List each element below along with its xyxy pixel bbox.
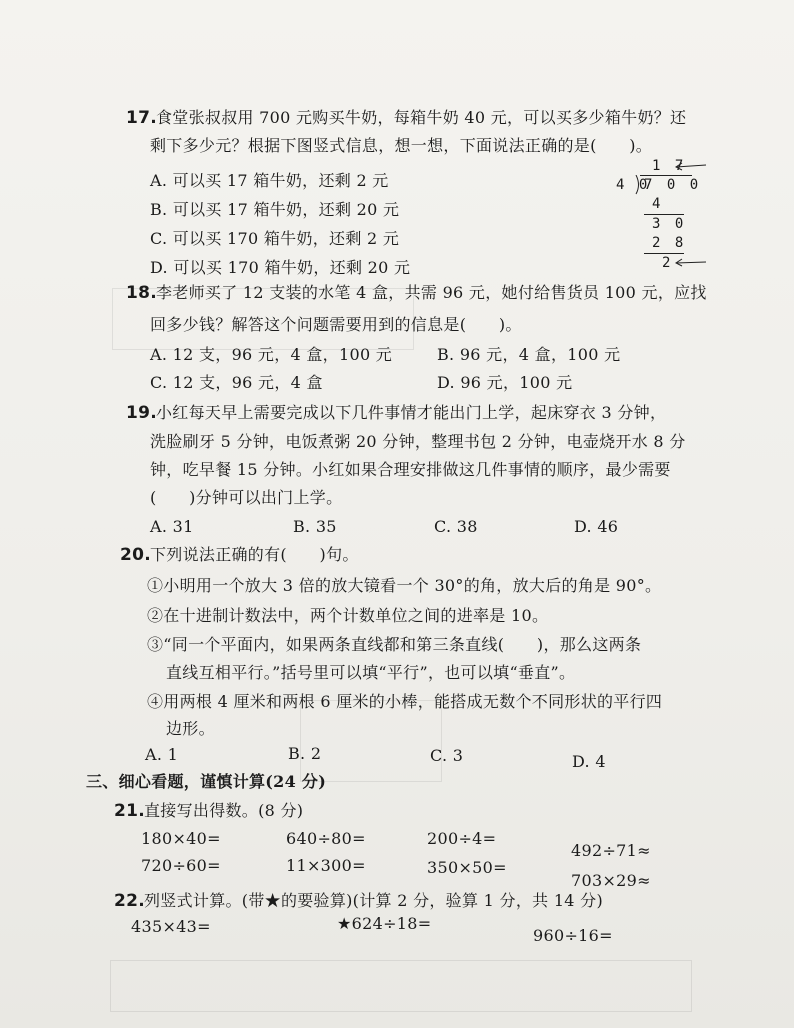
q21-item: 640÷80= xyxy=(286,829,366,848)
section-3-heading: 三、细心看题，谨慎计算(24 分) xyxy=(86,772,327,791)
q22-item: 960÷16= xyxy=(533,926,613,945)
q19-option-b: B. 35 xyxy=(293,517,337,536)
q20-statement-1: ①小明用一个放大 3 倍的放大镜看一个 30°的角，放大后的角是 90°。 xyxy=(147,576,662,595)
division-step1: 4 xyxy=(652,196,664,212)
arrow-icon xyxy=(674,256,708,270)
q19-number: 19. xyxy=(126,403,158,423)
q19-option-d: D. 46 xyxy=(574,517,619,536)
bleed-through-table xyxy=(110,960,692,1012)
q18-text-line1: 李老师买了 12 支装的水笔 4 盒，共需 96 元，她付给售货员 100 元，应找 xyxy=(156,283,707,302)
q19-text-line2: 洗脸刷牙 5 分钟，电饭煮粥 20 分钟，整理书包 2 分钟，电壶烧开水 8 分 xyxy=(150,432,686,451)
division-step3: 2 8 xyxy=(652,235,687,251)
q22-number: 22. xyxy=(114,891,146,911)
q17-text-line1: 食堂张叔叔用 700 元购买牛奶，每箱牛奶 40 元，可以买多少箱牛奶？还 xyxy=(156,108,687,127)
q18-option-b: B. 96 元，4 盒，100 元 xyxy=(437,345,621,364)
division-remainder: 2 xyxy=(662,255,674,271)
q21-item: 703×29≈ xyxy=(571,871,651,890)
q19-option-c: C. 38 xyxy=(434,517,478,536)
q20-option-c: C. 3 xyxy=(430,746,464,765)
q21-item: 492÷71≈ xyxy=(571,841,651,860)
q20-option-a: A. 1 xyxy=(145,745,179,764)
q20-statement-2: ②在十进制计数法中，两个计数单位之间的进率是 10。 xyxy=(147,606,549,625)
division-bracket xyxy=(634,175,642,195)
q21-item: 200÷4= xyxy=(427,829,497,848)
q22-item: 435×43= xyxy=(131,917,211,936)
q21-item: 180×40= xyxy=(141,829,221,848)
q19-option-a: A. 31 xyxy=(150,517,194,536)
q17-option-c: C. 可以买 170 箱牛奶，还剩 2 元 xyxy=(150,229,400,248)
q20-option-b: B. 2 xyxy=(288,744,322,763)
q22-item: ★624÷18= xyxy=(337,914,432,933)
q21-item: 350×50= xyxy=(427,858,507,877)
division-quotient: 1 7 xyxy=(652,158,687,174)
q20-text: 下列说法正确的有( )句。 xyxy=(150,545,359,564)
q17-text-line2: 剩下多少元？根据下图竖式信息，想一想，下面说法正确的是( )。 xyxy=(150,136,653,155)
q21-title: 直接写出得数。(8 分) xyxy=(144,801,304,820)
q20-number: 20. xyxy=(120,545,152,565)
q19-text-line3: 钟，吃早餐 15 分钟。小红如果合理安排做这几件事情的顺序，最少需要 xyxy=(150,460,671,479)
division-step2: 3 0 xyxy=(652,216,687,232)
q22-title: 列竖式计算。(带★的要验算)(计算 2 分，验算 1 分，共 14 分) xyxy=(144,891,604,910)
q20-statement-4b: 边形。 xyxy=(166,719,215,738)
q20-statement-3b: 直线互相平行。”括号里可以填“平行”，也可以填“垂直”。 xyxy=(166,663,576,682)
q20-option-d: D. 4 xyxy=(572,752,606,771)
q18-number: 18. xyxy=(126,283,158,303)
arrow-icon xyxy=(674,160,708,174)
division-divisor: 4 0 xyxy=(616,177,651,193)
q19-text-line4: ( )分钟可以出门上学。 xyxy=(150,488,343,507)
q17-option-b: B. 可以买 17 箱牛奶，还剩 20 元 xyxy=(150,200,400,219)
q19-text-line1: 小红每天早上需要完成以下几件事情才能出门上学，起床穿衣 3 分钟， xyxy=(156,403,667,422)
long-division-figure xyxy=(616,154,706,274)
q18-option-a: A. 12 支，96 元，4 盒，100 元 xyxy=(150,345,393,364)
q20-statement-4a: ④用两根 4 厘米和两根 6 厘米的小棒，能搭成无数个不同形状的平行四 xyxy=(147,692,663,711)
q18-option-d: D. 96 元，100 元 xyxy=(437,373,573,392)
q21-item: 11×300= xyxy=(286,856,366,875)
division-dividend: 7 0 0 xyxy=(644,177,702,193)
q20-statement-3a: ③“同一个平面内，如果两条直线都和第三条直线( )，那么这两条 xyxy=(147,635,642,654)
q18-text-line2: 回多少钱？解答这个问题需要用到的信息是( )。 xyxy=(150,315,522,334)
q17-option-d: D. 可以买 170 箱牛奶，还剩 20 元 xyxy=(150,258,411,277)
q18-option-c: C. 12 支，96 元，4 盒 xyxy=(150,373,323,392)
q17-option-a: A. 可以买 17 箱牛奶，还剩 2 元 xyxy=(150,171,389,190)
q17-number: 17. xyxy=(126,108,158,128)
q21-number: 21. xyxy=(114,801,146,821)
q21-item: 720÷60= xyxy=(141,856,221,875)
